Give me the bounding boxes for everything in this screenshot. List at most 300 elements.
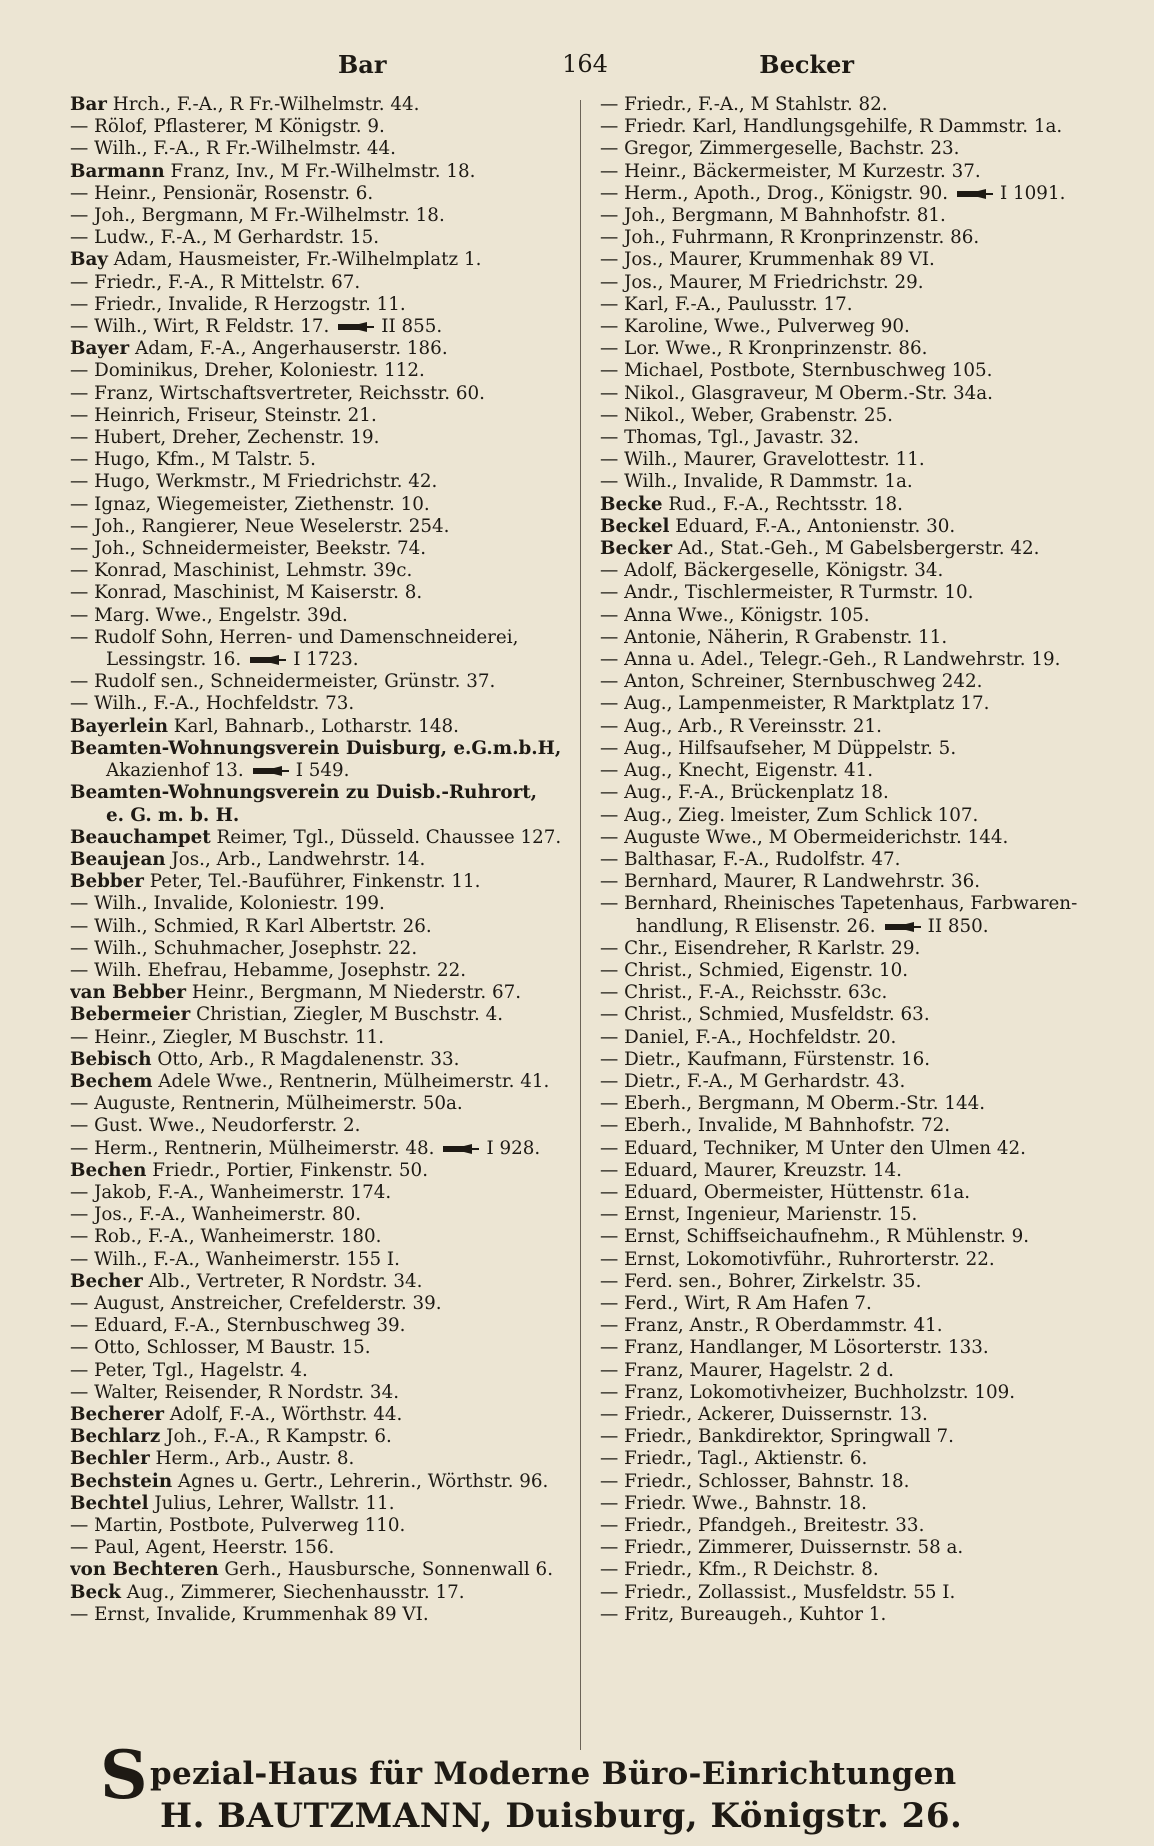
entry-surname: Bebisch	[70, 1048, 152, 1070]
entry-text: — Balthasar, F.-A., Rudolfstr. 47.	[600, 848, 901, 870]
directory-entry	[600, 716, 1120, 738]
directory-entry	[70, 1337, 590, 1359]
directory-entry	[600, 916, 1120, 938]
entry-text: — Heinr., Bäckermeister, M Kurzestr. 37.	[600, 160, 981, 182]
entry-text: Gerh., Hausbursche, Sonnenwall 6.	[218, 1559, 554, 1581]
directory-entry	[600, 582, 1120, 604]
directory-entry	[70, 316, 590, 338]
directory-entry	[70, 360, 590, 382]
entry-text: Herm., Arb., Austr. 8.	[149, 1448, 355, 1470]
entry-text: — Friedr., Bankdirektor, Springwall 7.	[600, 1426, 954, 1448]
entry-text: — Marg. Wwe., Engelstr. 39d.	[70, 604, 348, 626]
directory-entry	[70, 272, 590, 294]
entry-text: — Auguste Wwe., M Obermeiderichstr. 144.	[600, 826, 1009, 848]
entry-text: — Rudolf sen., Schneidermeister, Grünstr. 37.	[70, 671, 496, 693]
entry-text: — Herm., Rentnerin, Mülheimerstr. 48.	[70, 1137, 435, 1159]
entry-text: — Herm., Apoth., Drog., Königstr. 90.	[600, 182, 949, 204]
directory-entry	[70, 1182, 590, 1204]
telephone-number: I 1723.	[293, 649, 359, 671]
directory-entry	[600, 138, 1120, 160]
entry-text: Agnes u. Gertr., Lehrerin., Wörthstr. 96.	[172, 1470, 549, 1492]
entry-text: Heinr., Bergmann, M Niederstr. 67.	[186, 982, 522, 1004]
telephone-pointer-icon	[884, 921, 922, 933]
directory-entry	[70, 1604, 590, 1626]
entry-text: Adam, F.-A., Angerhauserstr. 186.	[129, 338, 448, 360]
entry-text: Hrch., F.-A., R Fr.-Wilhelmstr. 44.	[106, 94, 420, 115]
entry-text: Adele Wwe., Rentnerin, Mülheimerstr. 41.	[152, 1070, 550, 1092]
directory-entry	[70, 960, 590, 982]
directory-entry	[70, 449, 590, 471]
entry-text: — Ferd., Wirt, R Am Hafen 7.	[600, 1292, 872, 1314]
directory-entry	[600, 938, 1120, 960]
directory-entry	[600, 116, 1120, 138]
directory-entry	[600, 494, 1120, 516]
directory-entry	[70, 738, 590, 760]
directory-entry	[600, 272, 1120, 294]
directory-entry	[600, 982, 1120, 1004]
entry-text: — Eduard, F.-A., Sternbuschweg 39.	[70, 1315, 406, 1337]
entry-text: — Ernst, Ingenieur, Marienstr. 15.	[600, 1204, 918, 1226]
directory-entry	[600, 1115, 1120, 1137]
directory-entry	[600, 1448, 1120, 1470]
directory-entry	[70, 116, 590, 138]
entry-surname: von Bechteren	[70, 1559, 219, 1581]
directory-entry	[600, 1559, 1120, 1581]
entry-surname: Beauchampet	[70, 826, 211, 848]
entry-surname: Becherer	[70, 1403, 165, 1425]
directory-entry	[70, 161, 590, 183]
directory-entry	[70, 1515, 590, 1537]
entry-text: — Friedr., Zollassist., Musfeldstr. 55 I.	[600, 1581, 956, 1603]
entry-text: — Joh., Bergmann, M Bahnhofstr. 81.	[600, 205, 946, 227]
directory-entry	[600, 1315, 1120, 1337]
entry-text: — Joh., Bergmann, M Fr.-Wilhelmstr. 18.	[70, 205, 445, 227]
directory-entry	[600, 1493, 1120, 1515]
entry-text: — Aug., Arb., R Vereinsstr. 21.	[600, 715, 882, 737]
directory-entry	[70, 1004, 590, 1026]
entry-text: — Aug., F.-A., Brückenplatz 18.	[600, 782, 889, 804]
entry-text: — Dominikus, Dreher, Koloniestr. 112.	[70, 360, 425, 382]
directory-entry	[70, 1559, 590, 1581]
entry-text: — Aug., Lampenmeister, R Marktplatz 17.	[600, 693, 990, 715]
entry-text: Peter, Tel.-Bauführer, Finkenstr. 11.	[143, 871, 481, 893]
directory-entry	[600, 538, 1120, 560]
directory-entry	[70, 249, 590, 271]
directory-entry	[600, 516, 1120, 538]
entry-text: — Friedr., Schlosser, Bahnstr. 18.	[600, 1470, 910, 1492]
entry-surname: Bechler	[70, 1448, 150, 1470]
entry-surname: Beamten-Wohnungsverein Duisburg, e.G.m.b.H,	[70, 737, 562, 759]
directory-entry	[70, 582, 590, 604]
column-divider	[580, 100, 581, 1750]
directory-entry	[600, 449, 1120, 471]
telephone-pointer-icon	[337, 321, 375, 333]
telephone-pointer-icon	[442, 1143, 480, 1155]
entry-text: — Thomas, Tgl., Javastr. 32.	[600, 427, 860, 449]
directory-entry	[70, 849, 590, 871]
directory-entry	[600, 1027, 1120, 1049]
entry-surname: Beck	[70, 1581, 121, 1603]
entry-text: — Ferd. sen., Bohrer, Zirkelstr. 35.	[600, 1270, 922, 1292]
directory-entry	[600, 227, 1120, 249]
entry-text: — Franz, Wirtschaftsvertreter, Reichsstr. 60.	[70, 382, 485, 404]
entry-text: — Franz, Anstr., R Oberdammstr. 41.	[600, 1315, 943, 1337]
entry-text: — August, Anstreicher, Crefelderstr. 39.	[70, 1292, 442, 1314]
entry-text: — Chr., Eisendreher, R Karlstr. 29.	[600, 937, 921, 959]
entry-text: — Gregor, Zimmergeselle, Bachstr. 23.	[600, 138, 960, 160]
entry-text: Otto, Arb., R Magdalenenstr. 33.	[151, 1048, 460, 1070]
directory-entry	[600, 1271, 1120, 1293]
directory-entry	[600, 1515, 1120, 1537]
directory-entry	[70, 405, 590, 427]
entry-text: Friedr., Portier, Finkenstr. 50.	[146, 1159, 428, 1181]
entry-text: — Nikol., Glasgraveur, M Oberm.-Str. 34a.	[600, 382, 993, 404]
directory-entry	[70, 916, 590, 938]
entry-surname: Becke	[600, 493, 663, 515]
directory-entry	[70, 516, 590, 538]
directory-entry	[600, 849, 1120, 871]
entry-text: — Konrad, Maschinist, Lehmstr. 39c.	[70, 560, 413, 582]
directory-entry	[70, 1537, 590, 1559]
entry-text: Adolf, F.-A., Wörthstr. 44.	[164, 1403, 403, 1425]
header-left-keyword: Bar	[338, 50, 387, 79]
entry-text: — Michael, Postbote, Sternbuschweg 105.	[600, 360, 993, 382]
directory-entry	[600, 1293, 1120, 1315]
entry-text: Christian, Ziegler, M Buschstr. 4.	[190, 1004, 504, 1026]
telephone-pointer-icon	[252, 765, 290, 777]
advertisement-line-1-text: pezial-Haus für Moderne Büro-Einrichtungen	[149, 1756, 957, 1792]
entry-text: — Wilh., Invalide, Koloniestr. 199.	[70, 893, 385, 915]
advertisement-line-2: H. BAUTZMANN, Duisburg, Königstr. 26.	[160, 1796, 963, 1836]
directory-entry	[600, 427, 1120, 449]
entry-text: — Karoline, Wwe., Pulverweg 90.	[600, 316, 910, 338]
directory-entry	[70, 982, 590, 1004]
directory-entry	[70, 627, 590, 649]
directory-entry	[70, 294, 590, 316]
directory-entry	[600, 1138, 1120, 1160]
entry-text: — Lor. Wwe., R Kronprinzenstr. 86.	[600, 338, 928, 360]
entry-text: — Eberh., Invalide, M Bahnhofstr. 72.	[600, 1115, 951, 1137]
entry-text: — Heinr., Pensionär, Rosenstr. 6.	[70, 182, 374, 204]
entry-text: — Aug., Hilfsaufseher, M Düppelstr. 5.	[600, 737, 957, 759]
directory-entry	[70, 1448, 590, 1470]
directory-entry	[600, 738, 1120, 760]
entry-text: — Eduard, Maurer, Kreuzstr. 14.	[600, 1159, 902, 1181]
directory-entry	[600, 782, 1120, 804]
entry-text: — Friedr., Tagl., Aktienstr. 6.	[600, 1448, 868, 1470]
directory-entry	[70, 227, 590, 249]
directory-entry	[600, 471, 1120, 493]
directory-entry	[600, 1160, 1120, 1182]
page-number: 164	[562, 50, 608, 78]
entry-text: — Peter, Tgl., Hagelstr. 4.	[70, 1359, 308, 1381]
directory-entry	[70, 782, 590, 804]
entry-surname: Becker	[600, 538, 673, 560]
directory-entry	[600, 183, 1120, 205]
entry-text: — Ernst, Lokomotivführ., Ruhrorterstr. 22.	[600, 1248, 995, 1270]
entry-text: — Anton, Schreiner, Sternbuschweg 242.	[600, 671, 983, 693]
entry-surname: Bechem	[70, 1070, 153, 1092]
directory-entry	[70, 1271, 590, 1293]
directory-entry	[600, 294, 1120, 316]
directory-entry	[70, 938, 590, 960]
entry-text: Akazienhof 13.	[106, 760, 244, 782]
directory-entry	[600, 1382, 1120, 1404]
entry-text: — Franz, Maurer, Hagelstr. 2 d.	[600, 1359, 894, 1381]
telephone-number: II 850.	[927, 915, 989, 937]
directory-entry	[70, 1426, 590, 1448]
entry-text: — Ludw., F.-A., M Gerhardstr. 15.	[70, 227, 380, 249]
entry-text: — Wilh., Maurer, Gravelottestr. 11.	[600, 449, 925, 471]
entry-text: — Daniel, F.-A., Hochfeldstr. 20.	[600, 1026, 897, 1048]
entry-text: — Joh., Schneidermeister, Beekstr. 74.	[70, 538, 427, 560]
directory-entry	[70, 1382, 590, 1404]
directory-entry	[70, 1204, 590, 1226]
directory-entry	[70, 805, 590, 827]
directory-entry	[600, 871, 1120, 893]
directory-entry	[600, 560, 1120, 582]
entry-text: Eduard, F.-A., Antonienstr. 30.	[669, 515, 956, 537]
directory-entry	[70, 538, 590, 560]
directory-entry	[600, 1537, 1120, 1559]
directory-entry	[70, 383, 590, 405]
directory-entry	[70, 1049, 590, 1071]
entry-surname: Bayerlein	[70, 715, 168, 737]
entry-text: Joh., F.-A., R Kampstr. 6.	[160, 1426, 392, 1448]
directory-entry	[70, 760, 590, 782]
entry-text: — Rölof, Pflasterer, M Königstr. 9.	[70, 116, 385, 138]
directory-entry	[70, 893, 590, 915]
directory-entry	[70, 1226, 590, 1248]
directory-entry	[600, 1004, 1120, 1026]
directory-entry	[600, 161, 1120, 183]
directory-entry	[70, 827, 590, 849]
entry-text: Alb., Vertreter, R Nordstr. 34.	[142, 1270, 423, 1292]
directory-entry	[600, 1071, 1120, 1093]
entry-text: — Nikol., Weber, Grabenstr. 25.	[600, 404, 893, 426]
entry-text: — Dietr., F.-A., M Gerhardstr. 43.	[600, 1070, 906, 1092]
entry-surname: Bechtel	[70, 1492, 149, 1514]
entry-text: — Martin, Postbote, Pulverweg 110.	[70, 1515, 406, 1536]
entry-surname: Bebermeier	[70, 1004, 191, 1026]
entry-text: — Antonie, Näherin, R Grabenstr. 11.	[600, 626, 948, 648]
directory-entry	[600, 1582, 1120, 1604]
directory-entry	[70, 1404, 590, 1426]
entry-text: Aug., Zimmerer, Siechenhausstr. 17.	[120, 1581, 465, 1603]
entry-text: — Eduard, Techniker, M Unter den Ulmen 42.	[600, 1137, 1026, 1159]
entry-text: — Friedr., Invalide, R Herzogstr. 11.	[70, 293, 406, 315]
entry-text: — Wilh., Wirt, R Feldstr. 17.	[70, 316, 330, 338]
telephone-pointer-icon	[249, 654, 287, 666]
entry-text: Franz, Inv., M Fr.-Wilhelmstr. 18.	[164, 160, 476, 182]
directory-entry	[70, 1582, 590, 1604]
entry-text: Rud., F.-A., Rechtsstr. 18.	[662, 493, 903, 515]
directory-entry	[600, 338, 1120, 360]
entry-text: — Aug., Knecht, Eigenstr. 41.	[600, 760, 874, 782]
directory-entry	[600, 649, 1120, 671]
left-column	[70, 94, 590, 1626]
entry-text: — Jos., Maurer, M Friedrichstr. 29.	[600, 271, 924, 293]
directory-entry	[600, 627, 1120, 649]
directory-entry	[600, 405, 1120, 427]
directory-entry	[70, 94, 590, 116]
entry-text: — Adolf, Bäckergeselle, Königstr. 34.	[600, 560, 944, 582]
entry-text: — Otto, Schlosser, M Baustr. 15.	[70, 1337, 371, 1359]
telephone-number: I 928.	[486, 1137, 541, 1159]
entry-text: — Anna Wwe., Königstr. 105.	[600, 604, 870, 626]
directory-entry	[600, 94, 1120, 116]
directory-entry	[600, 827, 1120, 849]
directory-entry	[600, 1226, 1120, 1248]
directory-entry	[70, 494, 590, 516]
entry-surname: e. G. m. b. H.	[106, 804, 240, 826]
entry-text: — Paul, Agent, Heerstr. 156.	[70, 1537, 335, 1559]
entry-surname: Bechlarz	[70, 1426, 161, 1448]
directory-entry	[70, 471, 590, 493]
entry-text: Jos., Arb., Landwehrstr. 14.	[165, 848, 426, 870]
directory-entry	[600, 960, 1120, 982]
entry-text: — Friedr., Kfm., R Deichstr. 8.	[600, 1559, 879, 1581]
entry-text: — Franz, Lokomotivheizer, Buchholzstr. 109.	[600, 1381, 1016, 1403]
entry-surname: Beckel	[600, 515, 670, 537]
entry-text: — Christ., Schmied, Musfeldstr. 63.	[600, 1004, 930, 1026]
telephone-number: I 549.	[295, 760, 350, 782]
directory-entry	[600, 1249, 1120, 1271]
entry-text: — Hubert, Dreher, Zechenstr. 19.	[70, 427, 380, 449]
entry-surname: Bar	[70, 94, 107, 115]
entry-text: — Wilh., F.-A., Wanheimerstr. 155 I.	[70, 1248, 400, 1270]
page-header	[0, 42, 1154, 82]
entry-text: — Friedr., F.-A., M Stahlstr. 82.	[600, 94, 888, 115]
directory-entry	[70, 1493, 590, 1515]
entry-text: — Jos., F.-A., Wanheimerstr. 80.	[70, 1204, 362, 1226]
directory-entry	[600, 1204, 1120, 1226]
entry-text: — Bernhard, Maurer, R Landwehrstr. 36.	[600, 871, 981, 893]
entry-text: — Rudolf Sohn, Herren- und Damenschneiderei,	[70, 626, 519, 648]
directory-entry	[70, 871, 590, 893]
directory-entry	[600, 1426, 1120, 1448]
entry-text: — Friedr., F.-A., R Mittelstr. 67.	[70, 271, 361, 293]
entry-text: — Eberh., Bergmann, M Oberm.-Str. 144.	[600, 1093, 986, 1115]
entry-text: — Aug., Zieg. lmeister, Zum Schlick 107.	[600, 804, 979, 826]
entry-text: — Hugo, Werkmstr., M Friedrichstr. 42.	[70, 471, 438, 493]
entry-surname: Bay	[70, 249, 108, 271]
directory-entry	[600, 893, 1120, 915]
entry-surname: van Bebber	[70, 982, 187, 1004]
entry-text: — Christ., F.-A., Reichsstr. 63c.	[600, 982, 888, 1004]
entry-text: — Fritz, Bureaugeh., Kuhtor 1.	[600, 1603, 887, 1625]
directory-entry	[70, 183, 590, 205]
entry-text: — Heinr., Ziegler, M Buschstr. 11.	[70, 1026, 385, 1048]
entry-text: — Ignaz, Wiegemeister, Ziethenstr. 10.	[70, 493, 430, 515]
directory-entry	[70, 138, 590, 160]
entry-text: — Joh., Rangierer, Neue Weselerstr. 254.	[70, 515, 450, 537]
directory-entry	[600, 1049, 1120, 1071]
directory-entry	[600, 1337, 1120, 1359]
entry-text: — Wilh., F.-A., R Fr.-Wilhelmstr. 44.	[70, 138, 396, 160]
directory-entry	[70, 1115, 590, 1137]
directory-entry	[70, 1315, 590, 1337]
entry-text: — Hugo, Kfm., M Talstr. 5.	[70, 449, 316, 471]
directory-entry	[600, 605, 1120, 627]
entry-text: — Wilh., Schuhmacher, Josephstr. 22.	[70, 937, 418, 959]
entry-text: — Wilh., Invalide, R Dammstr. 1a.	[600, 471, 913, 493]
entry-text: — Christ., Schmied, Eigenstr. 10.	[600, 959, 909, 981]
directory-entry	[600, 360, 1120, 382]
entry-text: — Franz, Handlanger, M Lösorterstr. 133.	[600, 1337, 989, 1359]
advertisement-footer	[100, 1736, 1060, 1836]
directory-entry	[600, 760, 1120, 782]
entry-text: — Friedr. Wwe., Bahnstr. 18.	[600, 1492, 867, 1514]
directory-entry	[70, 205, 590, 227]
advertisement-line-1	[100, 1736, 957, 1814]
entry-surname: Bechen	[70, 1159, 147, 1181]
directory-entry	[70, 1471, 590, 1493]
entry-text: Lessingstr. 16.	[106, 649, 242, 671]
directory-entry	[600, 671, 1120, 693]
directory-entry	[600, 693, 1120, 715]
entry-text: — Auguste, Rentnerin, Mülheimerstr. 50a.	[70, 1093, 463, 1115]
entry-text: — Andr., Tischlermeister, R Turmstr. 10.	[600, 582, 974, 604]
directory-entry	[70, 716, 590, 738]
entry-text: — Joh., Fuhrmann, R Kronprinzenstr. 86.	[600, 227, 980, 249]
directory-entry	[70, 1027, 590, 1049]
directory-entry	[70, 671, 590, 693]
entry-text: — Jos., Maurer, Krummenhak 89 VI.	[600, 249, 935, 271]
directory-entry	[70, 1160, 590, 1182]
directory-entry	[600, 1471, 1120, 1493]
entry-text: — Ernst, Schiffseichaufnehm., R Mühlenstr. 9.	[600, 1226, 1030, 1248]
entry-text: — Wilh., F.-A., Hochfeldstr. 73.	[70, 693, 355, 715]
entry-surname: Beamten-Wohnungsverein zu Duisb.-Ruhrort,	[70, 782, 538, 804]
directory-entry	[70, 605, 590, 627]
directory-entry	[600, 805, 1120, 827]
directory-entry	[70, 1138, 590, 1160]
directory-entry	[70, 338, 590, 360]
entry-text: — Konrad, Maschinist, M Kaiserstr. 8.	[70, 582, 423, 604]
entry-text: Adam, Hausmeister, Fr.-Wilhelmplatz 1.	[107, 249, 482, 271]
entry-text: Ad., Stat.-Geh., M Gabelsbergerstr. 42.	[672, 538, 1040, 560]
right-column	[600, 94, 1120, 1626]
entry-text: Karl, Bahnarb., Lotharstr. 148.	[168, 715, 459, 737]
directory-entry	[70, 1093, 590, 1115]
entry-text: — Rob., F.-A., Wanheimerstr. 180.	[70, 1226, 382, 1248]
directory-entry	[70, 649, 590, 671]
entry-text: — Karl, F.-A., Paulusstr. 17.	[600, 293, 853, 315]
entry-text: — Eduard, Obermeister, Hüttenstr. 61a.	[600, 1181, 971, 1203]
directory-entry	[70, 1249, 590, 1271]
header-right-keyword: Becker	[759, 50, 854, 79]
entry-text: — Friedr., Pfandgeh., Breitestr. 33.	[600, 1515, 925, 1536]
directory-entry	[70, 427, 590, 449]
entry-text: — Friedr. Karl, Handlungsgehilfe, R Dammstr. 1a.	[600, 116, 1063, 138]
entry-text: — Walter, Reisender, R Nordstr. 34.	[70, 1381, 400, 1403]
directory-entry	[600, 1093, 1120, 1115]
directory-entry	[600, 316, 1120, 338]
entry-surname: Bebber	[70, 871, 144, 893]
directory-entry	[600, 249, 1120, 271]
advertisement-initial: S	[100, 1736, 148, 1814]
entry-text: — Jakob, F.-A., Wanheimerstr. 174.	[70, 1181, 392, 1203]
entry-text: — Gust. Wwe., Neudorferstr. 2.	[70, 1115, 361, 1137]
entry-text: — Bernhard, Rheinisches Tapetenhaus, Farbwaren-	[600, 893, 1078, 915]
directory-entry	[600, 1604, 1120, 1626]
telephone-pointer-icon	[956, 188, 994, 200]
entry-text: — Friedr., Ackerer, Duissernstr. 13.	[600, 1403, 928, 1425]
directory-entry	[70, 1293, 590, 1315]
entry-surname: Barmann	[70, 160, 165, 182]
entry-text: — Friedr., Zimmerer, Duissernstr. 58 a.	[600, 1537, 964, 1559]
